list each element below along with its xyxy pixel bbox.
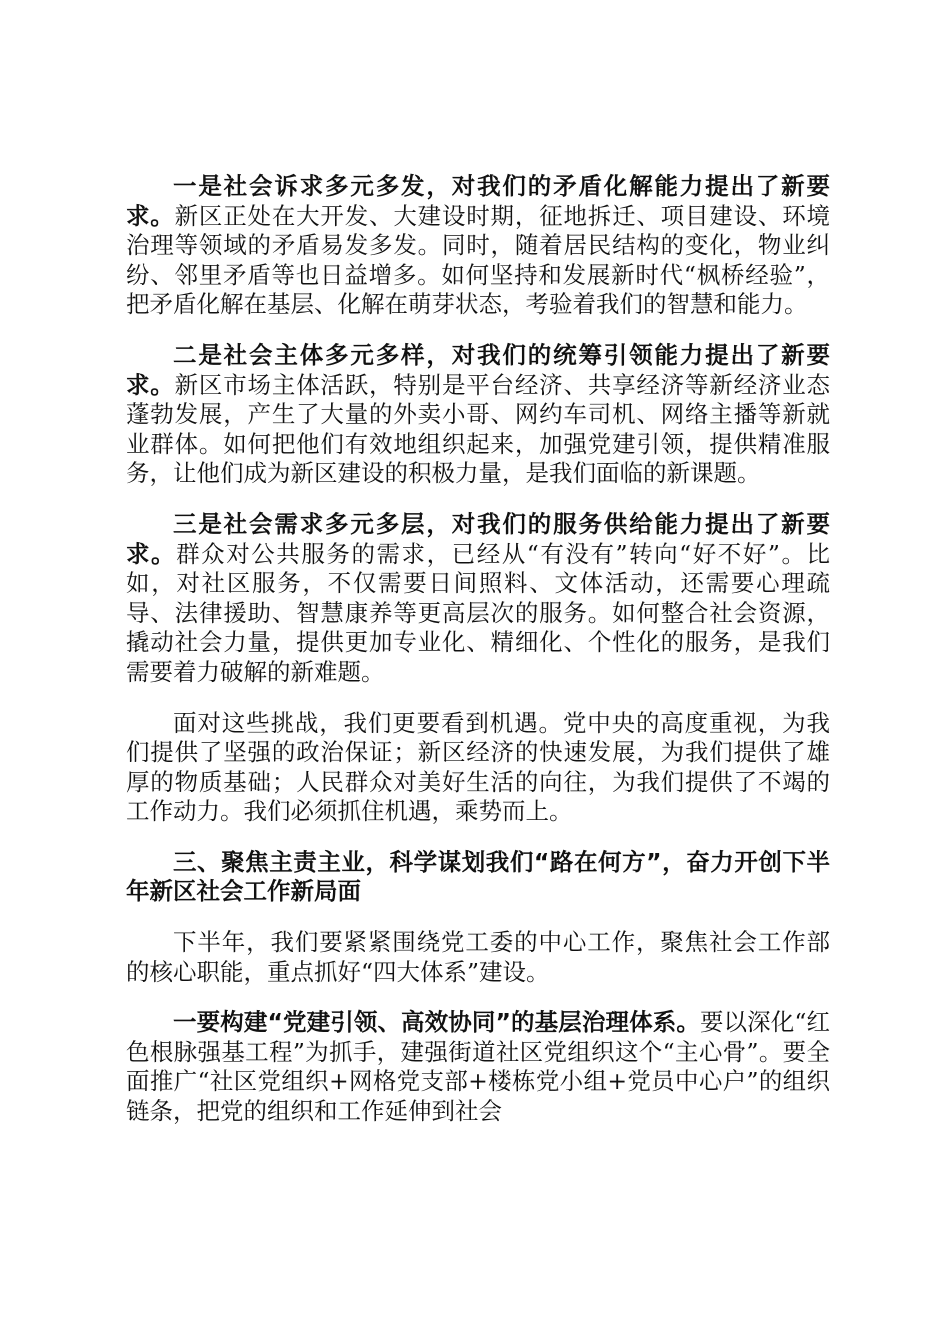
- paragraph-challenge-2: [126, 341, 830, 489]
- paragraph-challenge-3: [126, 510, 830, 688]
- document-body: [126, 172, 830, 1148]
- paragraph-text: 新区正处在大开发、大建设时期，征地拆迁、项目建设、环境治理等领域的矛盾易发多发。同时，随着居民结构的变化，物业纠纷、邻里矛盾等也日益增多。如何坚持和发展新时代“枫桥经验”，把矛盾化解在基层、化解在萌芽状态，考验着我们的智慧和能力。: [126, 201, 831, 319]
- paragraph-text: 群众对公共服务的需求，已经从“有没有”转向“好不好”。比如，对社区服务，不仅需要日间照料、文体活动，还需要心理疏导、法律援助、智慧康养等更高层次的服务。如何整合社会资源，撬动社会力量，提供更加专业化、精细化、个性化的服务，是我们需要着力破解的新难题。: [126, 539, 831, 686]
- paragraph-intro: 下半年，我们要紧紧围绕党工委的中心工作，聚焦社会工作部的核心职能，重点抓好“四大体系”建设。: [126, 928, 830, 986]
- paragraph-lead: 一要构建“党建引领、高效协同”的基层治理体系。: [173, 1008, 700, 1037]
- paragraph-text: 要以深化“红色根脉强基工程”为抓手，建强街道社区党组织这个“主心骨”。要全面推广“社区党组织+网格党支部+楼栋党小组+党员中心户”的组织链条，把党的组织和工作延伸到社会: [126, 1008, 831, 1126]
- paragraph-opportunities: [126, 709, 830, 827]
- paragraph-lead: 三是社会需求多元多层，对我们的服务供给能力提出了新要求。: [126, 509, 830, 568]
- paragraph-text: 新区市场主体活跃，特别是平台经济、共享经济等新经济业态蓬勃发展，产生了大量的外卖小哥、网约车司机、网络主播等新就业群体。如何把他们有效地组织起来，加强党建引领，提供精准服务，让他们成为新区建设的积极力量，是我们面临的新课题。: [126, 370, 831, 488]
- paragraph-system-1: [126, 1008, 830, 1126]
- paragraph-challenge-1: [126, 172, 830, 320]
- paragraph-text: 面对这些挑战，我们更要看到机遇。党中央的高度重视，为我们提供了坚强的政治保证；新区经济的快速发展，为我们提供了雄厚的物质基础；人民群众对美好生活的向往，为我们提供了不竭的工作动力。我们必须抓住机遇，乘势而上。: [126, 708, 830, 826]
- paragraph-lead: 一是社会诉求多元多发，对我们的矛盾化解能力提出了新要求。: [126, 172, 830, 230]
- section-heading: 三、聚焦主责主业，科学谋划我们“路在何方”，奋力开创下半年新区社会工作新局面: [126, 847, 830, 906]
- paragraph-lead: 二是社会主体多元多样，对我们的统筹引领能力提出了新要求。: [126, 340, 830, 399]
